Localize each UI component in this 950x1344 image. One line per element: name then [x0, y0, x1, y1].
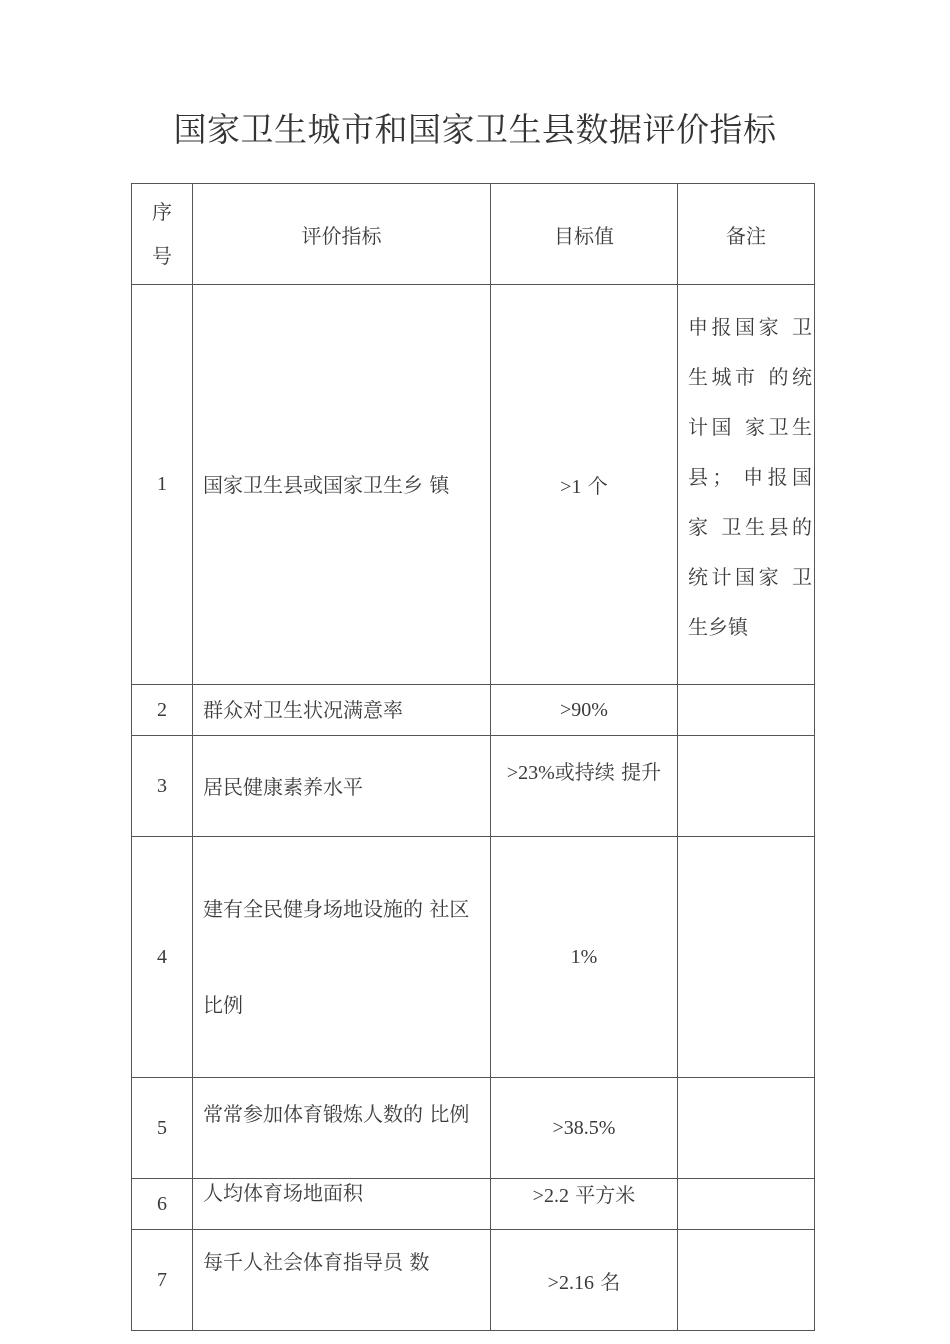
row-indicator: 居民健康素养水平 [193, 736, 491, 837]
row-note [678, 685, 815, 736]
row-target [491, 1179, 678, 1230]
row-indicator: 每千人社会体育指导员 数 [193, 1230, 491, 1331]
row-note [678, 837, 815, 1078]
table-row [132, 1230, 815, 1331]
row-note [678, 736, 815, 837]
row-indicator: 常常参加体育锻炼人数的 比例 [193, 1078, 491, 1179]
row-number: 6 [132, 1179, 193, 1230]
header-serial-number-line1: 序 [152, 200, 172, 224]
indicator-line: 比例 [203, 993, 243, 1017]
row-indicator: 国家卫生县或国家卫生乡 镇 [193, 285, 491, 685]
row-target [491, 685, 678, 736]
target-value: >2.2 [532, 1185, 569, 1207]
target-unit: 个 [581, 474, 608, 498]
row-note [678, 1078, 815, 1179]
target-value: >23% [506, 762, 555, 784]
header-serial-number [132, 184, 193, 285]
table-row [132, 685, 815, 736]
table-row [132, 837, 815, 1078]
table-row [132, 1078, 815, 1179]
row-number: 2 [132, 685, 193, 736]
table-row [132, 285, 815, 685]
note-line: 县； 申报国 [688, 465, 812, 489]
row-target [491, 736, 678, 837]
table-row [132, 1179, 815, 1230]
row-target [491, 285, 678, 685]
target-value: >1 [560, 476, 582, 498]
target-unit: 或持续 提升 [554, 760, 662, 784]
note-line: 家 卫生县的 [688, 515, 812, 539]
note-line: 计国 家卫生 [688, 415, 812, 439]
row-target [491, 1230, 678, 1331]
row-note [678, 1230, 815, 1331]
table-header-row [132, 184, 815, 285]
page-title: 国家卫生城市和国家卫生县数据评价指标 [173, 110, 777, 149]
row-note [678, 1179, 815, 1230]
row-number: 7 [132, 1230, 193, 1331]
target-value: >38.5% [552, 1116, 616, 1139]
indicator-line: 建有全民健身场地设施的 社区 [203, 897, 470, 921]
header-note: 备注 [678, 184, 815, 285]
target-unit: 名 [593, 1269, 621, 1294]
row-indicator: 人均体育场地面积 [193, 1179, 491, 1230]
target-unit: 平方米 [568, 1183, 636, 1207]
row-target [491, 1078, 678, 1179]
target-value: >90% [560, 698, 608, 721]
row-target [491, 837, 678, 1078]
note-line: 统计国家 卫 [688, 565, 812, 589]
note-line: 申报国家 卫 [688, 315, 812, 339]
header-target-value: 目标值 [491, 184, 678, 285]
note-line: 生乡镇 [688, 615, 748, 639]
header-indicator: 评价指标 [193, 184, 491, 285]
target-value: 1% [570, 945, 598, 968]
row-number: 4 [132, 837, 193, 1078]
note-line: 生城市 的统 [688, 365, 812, 389]
indicator-table [131, 183, 815, 1331]
row-note [678, 285, 815, 685]
row-number: 5 [132, 1078, 193, 1179]
row-number: 1 [132, 285, 193, 685]
table-row [132, 736, 815, 837]
row-number: 3 [132, 736, 193, 837]
header-serial-number-line2: 号 [152, 244, 172, 268]
row-indicator [193, 837, 491, 1078]
row-indicator: 群众对卫生状况满意率 [193, 685, 491, 736]
target-value: >2.16 [547, 1271, 594, 1294]
